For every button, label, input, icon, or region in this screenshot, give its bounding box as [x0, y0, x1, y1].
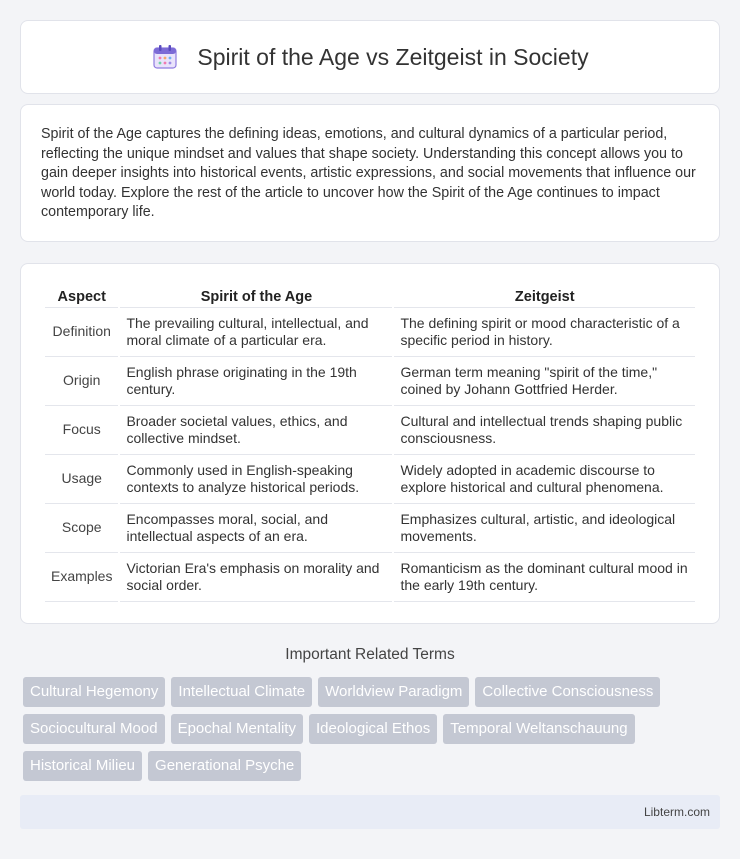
table-header-row: [45, 284, 695, 308]
related-term-tag[interactable]: Temporal Weltanschauung: [443, 714, 634, 744]
header-card: [20, 20, 720, 94]
table-row: [45, 357, 695, 406]
row-spirit-of-the-age: Broader societal values, ethics, and collective mindset.: [120, 406, 392, 455]
header-zeitgeist: Zeitgeist: [394, 284, 695, 308]
row-zeitgeist: Romanticism as the dominant cultural mood in the early 19th century.: [394, 553, 695, 602]
calendar-icon: [151, 43, 179, 71]
related-terms-title: Important Related Terms: [285, 646, 455, 663]
row-spirit-of-the-age: English phrase originating in the 19th century.: [120, 357, 392, 406]
intro-text: Spirit of the Age captures the defining ideas, emotions, and cultural dynamics of a particular period, reflecting the unique mindset and values that shape society. Understanding this concept allows you to gain deeper insights into historical events, artistic expressions, and social movements that influence our world today. Explore the rest of the article to uncover how the Spirit of the Age continues to impact contemporary life.: [41, 126, 696, 220]
row-aspect: Examples: [45, 553, 118, 602]
header-spirit-of-the-age: Spirit of the Age: [120, 284, 392, 308]
related-terms-list: [23, 677, 723, 788]
table-row: [45, 504, 695, 553]
row-aspect: Definition: [45, 308, 118, 357]
table-row: [45, 455, 695, 504]
row-zeitgeist: Cultural and intellectual trends shaping public consciousness.: [394, 406, 695, 455]
row-aspect: Origin: [45, 357, 118, 406]
related-term-tag[interactable]: Historical Milieu: [23, 751, 142, 781]
row-aspect: Focus: [45, 406, 118, 455]
related-term-tag[interactable]: Ideological Ethos: [309, 714, 437, 744]
related-term-tag[interactable]: Cultural Hegemony: [23, 677, 165, 707]
related-term-tag[interactable]: Generational Psyche: [148, 751, 301, 781]
footer-brand[interactable]: Libterm.com: [643, 805, 710, 819]
related-term-tag[interactable]: Worldview Paradigm: [318, 677, 469, 707]
related-term-tag[interactable]: Epochal Mentality: [171, 714, 303, 744]
row-zeitgeist: The defining spirit or mood characteristic of a specific period in history.: [394, 308, 695, 357]
row-spirit-of-the-age: Commonly used in English-speaking contexts to analyze historical periods.: [120, 455, 392, 504]
row-spirit-of-the-age: Encompasses moral, social, and intellectual aspects of an era.: [120, 504, 392, 553]
row-zeitgeist: German term meaning "spirit of the time," coined by Johann Gottfried Herder.: [394, 357, 695, 406]
header-aspect: Aspect: [45, 284, 118, 308]
row-aspect: Scope: [45, 504, 118, 553]
intro-card: [20, 104, 720, 242]
table-row: [45, 553, 695, 602]
table-row: [45, 308, 695, 357]
related-term-tag[interactable]: Intellectual Climate: [171, 677, 312, 707]
footer: [20, 795, 720, 829]
row-aspect: Usage: [45, 455, 118, 504]
related-term-tag[interactable]: Sociocultural Mood: [23, 714, 165, 744]
comparison-table: [43, 284, 697, 602]
table-row: [45, 406, 695, 455]
row-zeitgeist: Widely adopted in academic discourse to explore historical and cultural phenomena.: [394, 455, 695, 504]
comparison-card: [20, 263, 720, 624]
row-spirit-of-the-age: Victorian Era's emphasis on morality and social order.: [120, 553, 392, 602]
related-term-tag[interactable]: Collective Consciousness: [475, 677, 660, 707]
row-zeitgeist: Emphasizes cultural, artistic, and ideological movements.: [394, 504, 695, 553]
row-spirit-of-the-age: The prevailing cultural, intellectual, and moral climate of a particular era.: [120, 308, 392, 357]
page-title: Spirit of the Age vs Zeitgeist in Society: [197, 43, 589, 70]
